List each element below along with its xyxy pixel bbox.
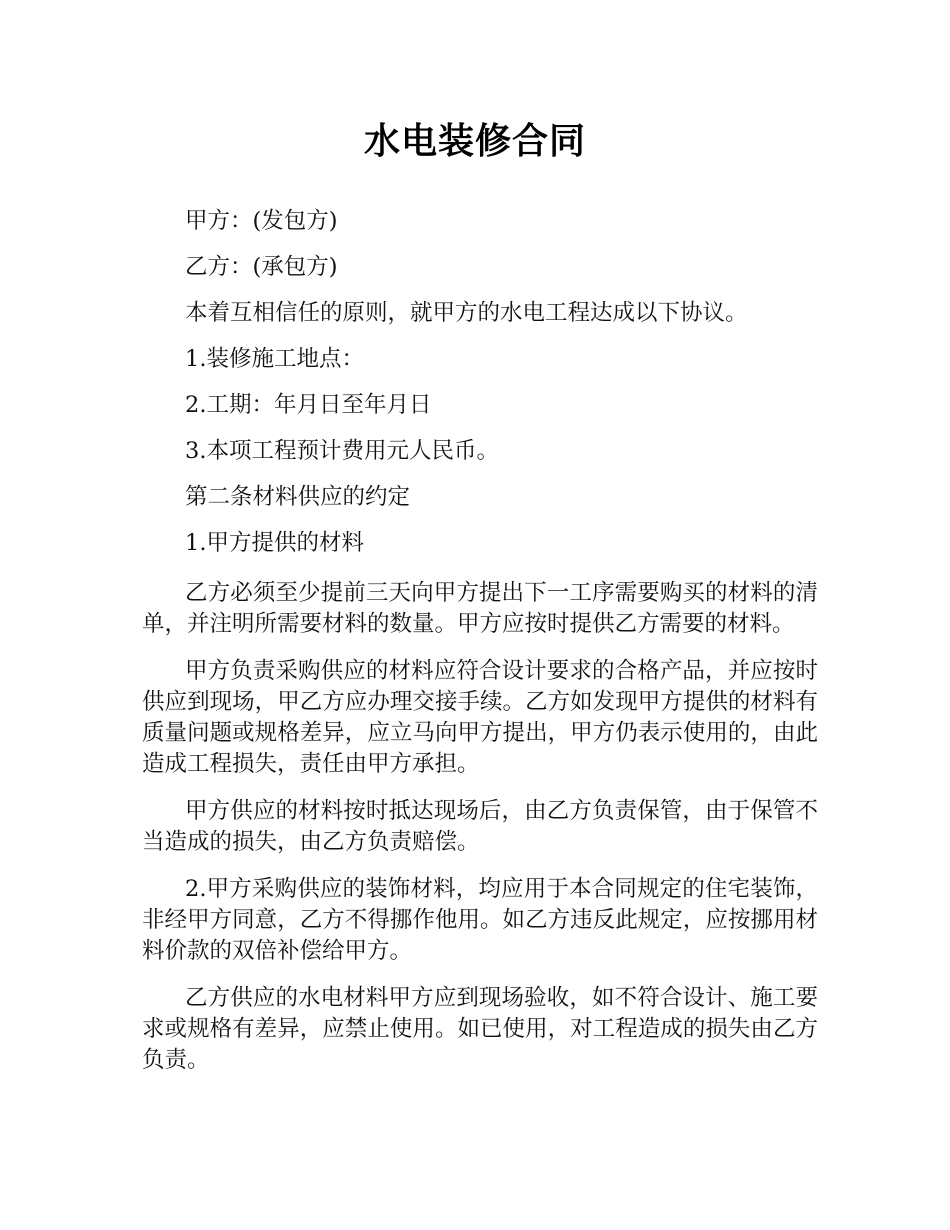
item-3-line: 3.本项工程预计费用元人民币。 bbox=[185, 438, 499, 464]
party-a-line: 甲方：(发包方) bbox=[185, 208, 338, 234]
paragraph: 甲方负责采购供应的材料应符合设计要求的合格产品，并应按时供应到现场，甲乙方应办理交接手续。乙方如发现甲方提供的材料有质量问题或规格差异，应立马向甲方提出，甲方仍表示使用的，由此造成工程损失，责任由甲方承担。 bbox=[142, 658, 818, 777]
paragraph: 甲方供应的材料按时抵达现场后，由乙方负责保管，由于保管不当造成的损失，由乙方负责赔偿。 bbox=[142, 798, 818, 855]
document-title: 水电装修合同 bbox=[363, 121, 586, 162]
section-2-title: 第二条材料供应的约定 bbox=[185, 484, 411, 510]
paragraph: 乙方必须至少提前三天向甲方提出下一工序需要购买的材料的清单，并注明所需要材料的数量。甲方应按时提供乙方需要的材料。 bbox=[142, 580, 818, 637]
item-1-line: 1.装修施工地点： bbox=[185, 346, 364, 372]
spacer bbox=[142, 566, 818, 578]
paragraph: 2.甲方采购供应的装饰材料，均应用于本合同规定的住宅装饰，非经甲方同意，乙方不得挪作他用。如乙方违反此规定，应按挪用材料价款的双倍补偿给甲方。 bbox=[142, 876, 818, 964]
intro-line: 本着互相信任的原则，就甲方的水电工程达成以下协议。 bbox=[185, 300, 748, 326]
party-b-line: 乙方：(承包方) bbox=[185, 254, 338, 280]
item-2-line: 2.工期：年月日至年月日 bbox=[185, 392, 432, 418]
contract-body bbox=[142, 198, 818, 1092]
section-2-item-1: 1.甲方提供的材料 bbox=[185, 530, 364, 556]
paragraph: 乙方供应的水电材料甲方应到现场验收，如不符合设计、施工要求或规格有差异，应禁止使用。如已使用，对工程造成的损失由乙方负责。 bbox=[142, 985, 818, 1073]
